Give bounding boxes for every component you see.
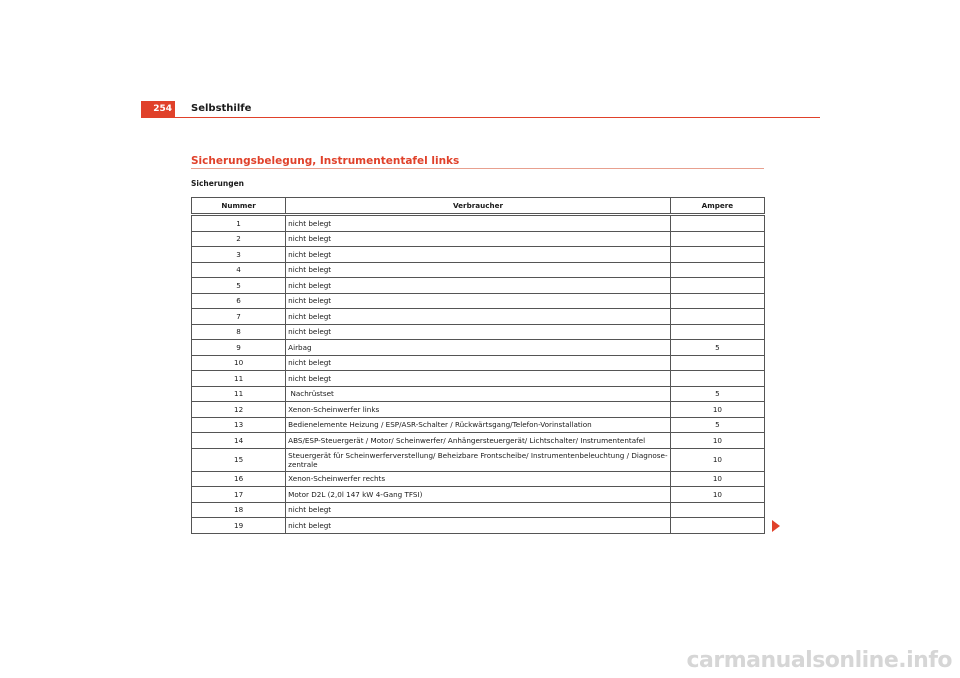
cell-verbraucher: Xenon-Scheinwerfer links	[286, 402, 671, 418]
cell-nummer: 7	[192, 309, 286, 325]
section-heading: Sicherungsbelegung, Instrumententafel links	[191, 155, 460, 167]
cell-verbraucher: nicht belegt	[286, 518, 671, 534]
cell-nummer: 2	[192, 231, 286, 247]
cell-verbraucher: nicht belegt	[286, 293, 671, 309]
cell-verbraucher: nicht belegt	[286, 371, 671, 387]
cell-verbraucher: nicht belegt	[286, 247, 671, 263]
cell-ampere: 10	[670, 487, 764, 503]
cell-ampere: 10	[670, 471, 764, 487]
cell-nummer: 17	[192, 487, 286, 503]
column-header-verbraucher: Verbraucher	[286, 198, 671, 215]
table-row	[192, 247, 765, 263]
table-header-row	[192, 198, 765, 215]
cell-nummer: 11	[192, 386, 286, 402]
table-row	[192, 355, 765, 371]
cell-verbraucher: Steuergerät für Scheinwerferverstellung/ Beheizbare Frontscheibe/ Instrumentenbeleuchtung / Diagnose-zentrale	[286, 448, 671, 471]
cell-ampere	[670, 502, 764, 518]
cell-ampere	[670, 247, 764, 263]
table-row	[192, 487, 765, 503]
cell-ampere	[670, 309, 764, 325]
chapter-title: Selbsthilfe	[191, 103, 252, 114]
cell-nummer: 8	[192, 324, 286, 340]
cell-ampere	[670, 355, 764, 371]
cell-verbraucher: nicht belegt	[286, 262, 671, 278]
page-number-badge: 254	[141, 101, 175, 118]
table-caption: Sicherungen	[191, 179, 245, 188]
cell-nummer: 13	[192, 417, 286, 433]
cell-ampere: 5	[670, 417, 764, 433]
cell-nummer: 12	[192, 402, 286, 418]
table-row	[192, 402, 765, 418]
table-row	[192, 293, 765, 309]
cell-verbraucher: nicht belegt	[286, 309, 671, 325]
cell-ampere: 5	[670, 340, 764, 356]
table-row	[192, 309, 765, 325]
cell-nummer: 5	[192, 278, 286, 294]
section-divider	[191, 168, 764, 169]
cell-verbraucher: nicht belegt	[286, 215, 671, 232]
cell-nummer: 4	[192, 262, 286, 278]
table-row	[192, 386, 765, 402]
cell-verbraucher: nicht belegt	[286, 355, 671, 371]
cell-ampere	[670, 371, 764, 387]
cell-nummer: 6	[192, 293, 286, 309]
cell-verbraucher: nicht belegt	[286, 231, 671, 247]
cell-verbraucher: nicht belegt	[286, 278, 671, 294]
cell-verbraucher: ABS/ESP-Steuergerät / Motor/ Scheinwerfer/ Anhängersteuergerät/ Lichtschalter/ Instrumententafel	[286, 433, 671, 449]
table-row	[192, 324, 765, 340]
cell-nummer: 16	[192, 471, 286, 487]
cell-nummer: 3	[192, 247, 286, 263]
cell-nummer: 18	[192, 502, 286, 518]
watermark: carmanualsonline.info	[686, 648, 952, 673]
cell-verbraucher: Bedienelemente Heizung / ESP/ASR-Schalter / Rückwärtsgang/Telefon-Vorinstallation	[286, 417, 671, 433]
cell-nummer: 1	[192, 215, 286, 232]
table-row	[192, 262, 765, 278]
cell-nummer: 11	[192, 371, 286, 387]
cell-ampere	[670, 518, 764, 534]
table-row	[192, 340, 765, 356]
table-row	[192, 448, 765, 471]
table-row	[192, 502, 765, 518]
cell-ampere: 10	[670, 448, 764, 471]
table-row	[192, 518, 765, 534]
cell-ampere	[670, 324, 764, 340]
next-page-arrow-icon[interactable]	[772, 520, 780, 532]
cell-ampere: 10	[670, 433, 764, 449]
cell-nummer: 14	[192, 433, 286, 449]
table-row	[192, 215, 765, 232]
table-row	[192, 471, 765, 487]
column-header-nummer: Nummer	[192, 198, 286, 215]
cell-nummer: 10	[192, 355, 286, 371]
cell-nummer: 9	[192, 340, 286, 356]
cell-ampere	[670, 293, 764, 309]
cell-ampere: 5	[670, 386, 764, 402]
table-row	[192, 278, 765, 294]
cell-ampere	[670, 278, 764, 294]
column-header-ampere: Ampere	[670, 198, 764, 215]
table-row	[192, 433, 765, 449]
cell-verbraucher: nicht belegt	[286, 502, 671, 518]
fuse-table	[191, 197, 765, 534]
table-row	[192, 371, 765, 387]
cell-nummer: 19	[192, 518, 286, 534]
cell-verbraucher: Motor D2L (2,0l 147 kW 4-Gang TFSI)	[286, 487, 671, 503]
cell-verbraucher: Xenon-Scheinwerfer rechts	[286, 471, 671, 487]
cell-ampere: 10	[670, 402, 764, 418]
table-row	[192, 417, 765, 433]
header-divider	[175, 117, 820, 118]
cell-ampere	[670, 262, 764, 278]
cell-ampere	[670, 231, 764, 247]
cell-verbraucher: Nachrüstset	[286, 386, 671, 402]
cell-verbraucher: Airbag	[286, 340, 671, 356]
cell-nummer: 15	[192, 448, 286, 471]
cell-verbraucher: nicht belegt	[286, 324, 671, 340]
cell-ampere	[670, 215, 764, 232]
table-row	[192, 231, 765, 247]
